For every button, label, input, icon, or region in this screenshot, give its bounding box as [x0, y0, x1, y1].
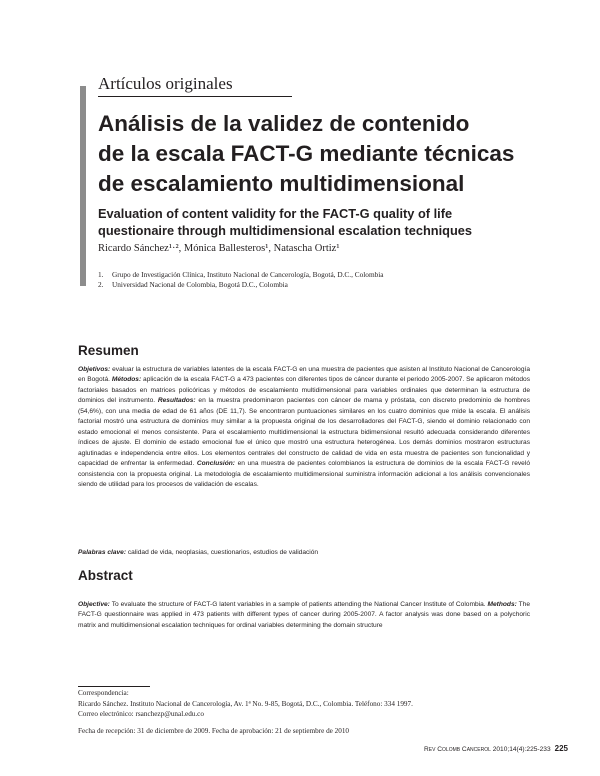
keywords-label: Palabras clave: — [78, 549, 127, 556]
affiliation-item — [98, 270, 558, 280]
section-divider — [98, 96, 292, 97]
resumen-body — [78, 365, 530, 490]
section-label: Artículos originales — [98, 74, 233, 93]
affiliation-number: 2. — [98, 280, 104, 289]
affiliation-text: Universidad Nacional de Colombia, Bogotá D.C., Colombia — [112, 280, 288, 289]
subtitle-line: questionaire through multidimensional escalation techniques — [98, 223, 473, 238]
affiliation-text: Grupo de Investigación Clínica, Instituto Nacional de Cancerología, Bogotá, D.C., Colombia — [112, 270, 384, 279]
affiliations — [98, 270, 558, 290]
resultados-label: Resultados: — [157, 397, 196, 405]
methods-label: Methods: — [487, 601, 517, 608]
abstract-heading: Abstract — [78, 568, 133, 583]
title-line: de la escala FACT-G mediante técnicas — [98, 141, 515, 166]
journal-citation: 2010;14(4):225-233 — [490, 746, 551, 753]
english-title — [98, 205, 568, 239]
metodos-text: aplicación de la escala FACT-G a 473 pacientes con diferentes tipos de cáncer durante el periodo 2005-2007. Se aplicaron métodos factoriales basados en matrices policóricas y métodos de escalamiento multidimensional para variables ordinales que determinan la estructura de dominios del instrumento. — [78, 376, 531, 405]
keywords-text: calidad de vida, neoplasias, cuestionarios, estudios de validación — [126, 549, 319, 556]
resultados-text: en la muestra predominaron pacientes con cáncer de mama y próstata, con discreto predominio de hombres (54,6%), con una media de edad de 61 años (DE 11,7). Se encontraron puntuaciones similares en los cuatro dominios que mide la escala. El análisis factorial mostró una estructura de dominios muy similar a la propuesta original de los desarrolladores del FACT-G, siendo el dominio relacionado con estado emocional el menos consistente. Para el escalamiento multidimensional la estructura bidimensional resultó adecuada considerando diferentes índices de ajuste. El dominio de estado emocional fue el único que mostró una estructura heterogénea. Los demás dominios mostraron estructuras aglutinadas e independencia entre ellos. Los elementos centrales del constructo de calidad de vida en esta muestra de pacientes son funcionalidad y capacidad de enfrentar la enfermedad. — [78, 397, 530, 468]
objetivos-text: evaluar la estructura de variables latentes de la escala FACT-G en una muestra de pacientes que asisten al Instituto Nacional de Cancerología en Bogotá. — [78, 366, 530, 384]
correspondence — [78, 688, 538, 720]
affiliation-item — [98, 280, 558, 290]
objective-text: To evaluate the structure of FACT-G latent variables in a sample of patients attending the National Cancer Institute of Colombia. — [109, 601, 488, 608]
title-line: de escalamiento multidimensional — [98, 171, 465, 196]
page-footer — [424, 744, 568, 753]
journal-name: Rev Colomb Cancerol — [424, 746, 491, 753]
section-accent-bar — [80, 86, 86, 286]
correspondence-address: Ricardo Sánchez. Instituto Nacional de Cancerología, Av. 1ª No. 9-85, Bogotá, D.C., Colombia. Teléfono: 334 1997. — [78, 699, 413, 708]
conclusion-label: Conclusión: — [196, 460, 235, 468]
subtitle-line: Evaluation of content validity for the FACT-G quality of life — [98, 206, 453, 221]
article-title — [98, 109, 568, 199]
conclusion-text: en una muestra de pacientes colombianos la estructura de dominios de la escala FACT-G reveló consistencia con la propuesta original. La metodología de escalamiento multidimensional suministra información adicional a los análisis convencionales siendo de utilidad para los procesos de validación de escalas. — [78, 460, 530, 488]
affiliation-number: 1. — [98, 270, 104, 279]
resumen-heading: Resumen — [78, 343, 139, 358]
correspondence-email: Correo electrónico: rsanchezp@unal.edu.co — [78, 710, 204, 718]
page-number: 225 — [554, 744, 568, 753]
submission-dates: Fecha de recepción: 31 de diciembre de 2009. Fecha de aprobación: 21 de septiembre de 2010 — [78, 727, 350, 735]
keywords — [78, 549, 530, 556]
metodos-label: Métodos: — [111, 376, 142, 384]
footnote-divider — [78, 686, 150, 687]
objective-label: Objective: — [78, 601, 110, 608]
objetivos-label: Objetivos: — [78, 366, 111, 373]
author-list: Ricardo Sánchez¹·², Mónica Ballesteros¹, Natascha Ortiz¹ — [98, 243, 340, 254]
title-line: Análisis de la validez de contenido — [98, 111, 470, 136]
abstract-body — [78, 600, 530, 631]
correspondence-label: Correspondencia: — [78, 689, 129, 697]
methods-text: The FACT-G questionnaire was applied in 473 patients with different types of cancer during 2005-2007. A factor analysis was done based on a polychoric matrix and multidimensional escalation techniques for ordinal variables determining the domain structure — [78, 601, 531, 629]
